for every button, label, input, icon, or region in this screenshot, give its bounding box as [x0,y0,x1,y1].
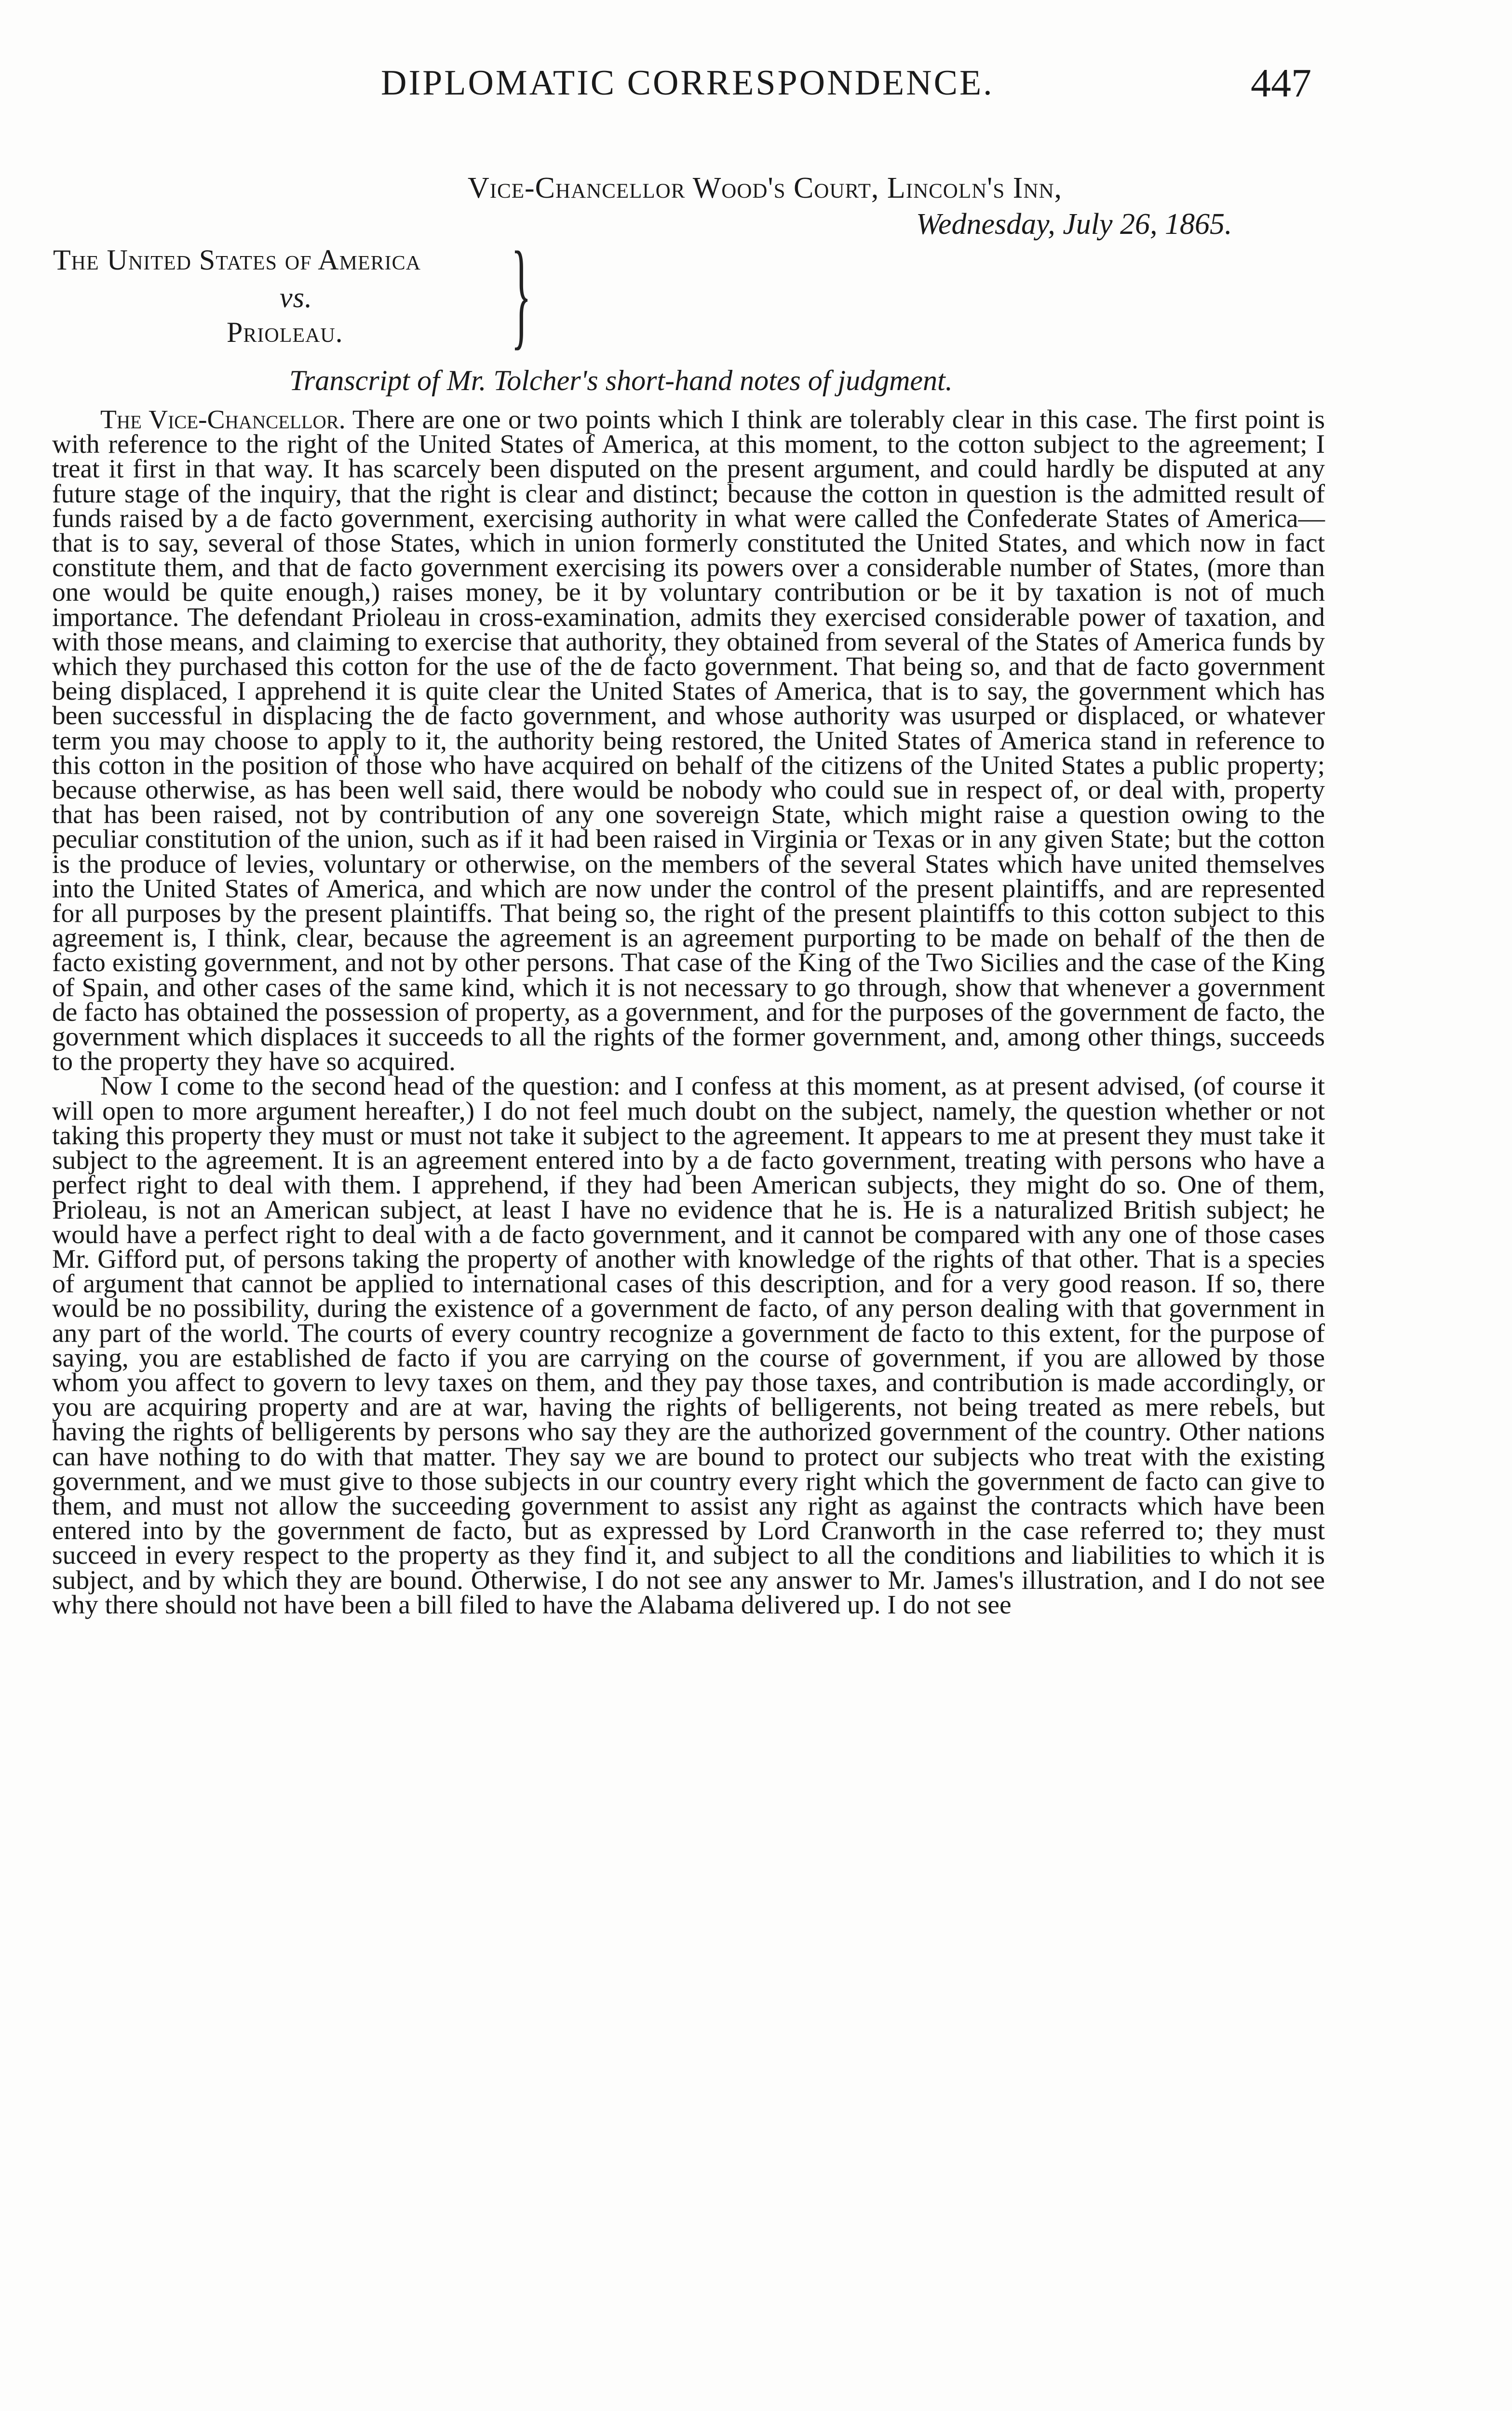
transcript-note: Transcript of Mr. Tolcher's short-hand notes of judgment. [289,365,953,396]
page-number: 447 [1251,61,1311,106]
paragraph [52,405,1325,1077]
running-head [381,63,1311,121]
defendant-name: Prioleau. [227,316,343,348]
running-title: DIPLOMATIC CORRESPONDENCE. [381,63,994,103]
case-title [53,244,583,369]
versus-label: vs. [280,282,312,313]
hearing-date-text: Wednesday, July 26, 1865. [916,208,1232,241]
case-brace: } [511,227,531,361]
paragraph [52,1071,1325,1620]
judgment-text [52,405,1325,1620]
paragraph-text: There are one or two points which I think are tolerably clear in this case. The first point is with reference to the right of the United States of America, at this moment, to the cotton subject to the agreement; I treat it first in that way. It has scarcely been disputed on the present argument, and could hardly be disputed at any future stage of the inquiry, that the right is clear and distinct; because the cotton in question is the admitted result of funds raised by a de facto government, exercising authority in what were called the Confederate States of America—that is to say, several of those States, which in union formerly constituted the United States, and which now in fact constitute them, and that de facto government exercising its powers over a considerable number of States, (more than one would be quite enough,) raises money, be it by voluntary contribution or be it by taxation is not of much importance. The defendant Prioleau in cross-examination, admits they exercised considerable power of taxation, and with those means, and claiming to exercise that authority, they obtained from several of the States of America funds by which they purchased this cotton for the use of the de facto government. That being so, and that de facto government being displaced, I apprehend it is quite clear the United States of America, that is to say, the government which has been successful in displacing the de facto government, and whose authority was usurped or displaced, or whatever term you may choose to apply to it, the authority being restored, the United States of America stand in reference to this cotton in the position of those who have acquired on behalf of the citizens of the United States a public property; because otherwise, as has been well said, there would be nobody who could sue in respect of, or deal with, property that has been raised, not by contribution of any one sovereign State, which might raise a question owing to the peculiar constitution of the union, such as if it had been raised in Virginia or Texas or in any given State; but the cotton is the produce of levies, voluntary or otherwise, on the members of the several States which have united themselves into the United States of America, and which are now under the control of the present plaintiffs, and are represented for all purposes by the present plaintiffs. That being so, the right of the present plaintiffs to this cotton subject to this agreement is, I think, clear, because the agreement is an agreement purporting to be made on behalf of the then de facto existing government, and not by other persons. That case of the King of the Two Sicilies and the case of the King of Spain, and other cases of the same kind, which it is not necessary to go through, show that whenever a government de facto has obtained the possession of property, as a government, and for the purposes of the government de facto, the government which displaces it succeeds to all the rights of the former government, and, among other things, succeeds to the property they have so acquired. [52,405,1325,1077]
hearing-date [916,207,1232,242]
plaintiff-name: The United States of America [53,244,421,276]
court-venue: Vice-Chancellor Wood's Court, Lincoln's Inn, [468,172,1063,204]
speaker-label: The Vice-Chancellor. [100,405,346,434]
paragraph-text: Now I come to the second head of the question: and I confess at this moment, as at present advised, (of course it will open to more argument hereafter,) I do not feel much doubt on the subject, namely, the question whether or not taking this property they must or must not take it subject to the agreement. It appears to me at present they must take it subject to the agreement. It is an agreement entered into by a de facto government, treating with persons who have a perfect right to deal with them. I apprehend, if they had been American subjects, they might do so. One of them, Prioleau, is not an American subject, at least I have no evidence that he is. He is a naturalized British subject; he would have a perfect right to deal with a de facto government, and it cannot be compared with any one of those cases Mr. Gifford put, of persons taking the property of another with knowledge of the rights of that other. That is a species of argument that cannot be applied to international cases of this description, and for a very good reason. If so, there would be no possibility, during the existence of a government de facto, of any person dealing with that government in any part of the world. The courts of every country recognize a government de facto to this extent, for the purpose of saying, you are established de facto if you are carrying on the course of government, if you are allowed by those whom you affect to govern to levy taxes on them, and they pay those taxes, and contribution is made accordingly, or you are acquiring property and are at war, having the rights of belligerents, not being treated as mere rebels, but having the rights of belligerents by persons who say they are the authorized government of the country. Other nations can have nothing to do with that matter. They say we are bound to protect our subjects who treat with the existing government, and we must give to those subjects in our country every right which the government de facto can give to them, and must not allow the succeeding government to assist any right as against the contracts which have been entered into by the government de facto, but as expressed by Lord Cranworth in the case referred to; they must succeed in every respect to the property as they find it, and subject to all the conditions and liabilities to which it is subject, and by which they are bound. Otherwise, I do not see any answer to Mr. James's illustration, and I do not see why there should not have been a bill filed to have the Alabama delivered up. I do not see [52,1071,1325,1620]
